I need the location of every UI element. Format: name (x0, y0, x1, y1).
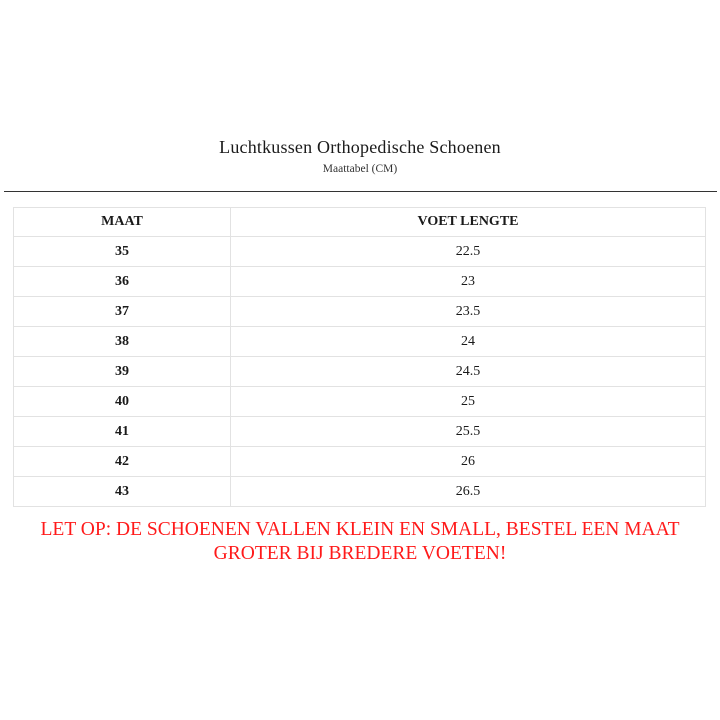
size-cell: 40 (14, 387, 231, 417)
column-header-foot-length: VOET LENGTE (231, 208, 706, 237)
foot-length-cell: 25.5 (231, 417, 706, 447)
table-row (14, 267, 706, 297)
size-cell: 43 (14, 477, 231, 507)
page-title: Luchtkussen Orthopedische Schoenen (219, 137, 501, 157)
size-cell: 37 (14, 297, 231, 327)
table-row (14, 237, 706, 267)
foot-length-cell: 23.5 (231, 297, 706, 327)
foot-length-cell: 25 (231, 387, 706, 417)
foot-length-cell: 24.5 (231, 357, 706, 387)
foot-length-cell: 26 (231, 447, 706, 477)
size-cell: 36 (14, 267, 231, 297)
size-cell: 39 (14, 357, 231, 387)
foot-length-cell: 22.5 (231, 237, 706, 267)
size-cell: 41 (14, 417, 231, 447)
page-subtitle: Maattabel (CM) (322, 163, 398, 175)
column-header-size: MAAT (14, 208, 231, 237)
divider (4, 191, 717, 192)
table-row (14, 297, 706, 327)
size-table (13, 207, 706, 507)
table-row (14, 327, 706, 357)
sizing-warning-line-1: LET OP: DE SCHOENEN VALLEN KLEIN EN SMALL, BESTEL EEN MAAT (40, 519, 680, 540)
size-cell: 42 (14, 447, 231, 477)
table-row (14, 387, 706, 417)
sizing-warning-line-2: GROTER BIJ BREDERE VOETEN! (213, 543, 507, 564)
table-row (14, 417, 706, 447)
foot-length-cell: 24 (231, 327, 706, 357)
table-row (14, 447, 706, 477)
foot-length-cell: 23 (231, 267, 706, 297)
sizing-warning (6, 518, 714, 566)
size-cell: 35 (14, 237, 231, 267)
foot-length-cell: 26.5 (231, 477, 706, 507)
table-header-row (14, 208, 706, 237)
table-row (14, 357, 706, 387)
size-cell: 38 (14, 327, 231, 357)
table-row (14, 477, 706, 507)
